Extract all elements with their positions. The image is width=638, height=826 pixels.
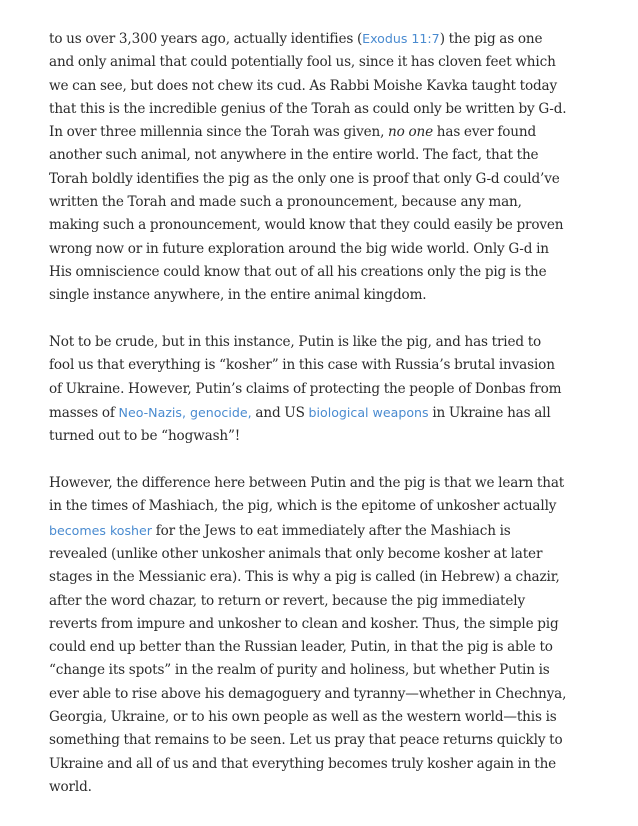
emphasis-text: no one xyxy=(388,124,433,141)
exodus-11-7-link[interactable]: Exodus 11:7 xyxy=(362,31,440,46)
biological-weapons-link[interactable]: biological weapons xyxy=(308,404,429,420)
paragraph-text: However, the difference here between Putin and the pig is that we learn that in the times of Mashiach, the pig, which is the epitome of unkosher actually xyxy=(49,475,565,515)
paragraph-text: and US xyxy=(251,404,309,421)
paragraph-pig-identification xyxy=(49,27,569,308)
paragraph-mashiach-difference xyxy=(49,472,569,799)
becomes-kosher-link[interactable]: becomes kosher xyxy=(49,522,152,538)
paragraph-text: to us over 3,300 years ago, actually identifies ( xyxy=(49,31,363,47)
paragraph-text: in Ukraine has all turned out to be “hogwash”! xyxy=(49,404,551,445)
paragraph-text: has ever found another such animal, not anywhere in the entire world. The fact, that the Torah boldly identifies the pig as the only one is proof that only G-d could’ve written the Torah and made such a pronouncement, because any man, making such a pronouncement, would know that they could easily be proven wrong now or in future exploration around the big wide world. Only G-d in His omniscience could know that out of all his creations only the pig is the single instance anywhere, in the entire animal kingdom. xyxy=(49,124,564,304)
article-body xyxy=(49,27,569,799)
paragraph-putin-like-pig xyxy=(49,331,569,448)
paragraph-text: for the Jews to eat immediately after the Mashiach is revealed (unlike other unkosher animals that only become kosher at later stages in the Messianic era). This is why a pig is called (in Hebrew) a chazir, after the word chazar, to return or revert, because the pig immediately reverts from impure and unkosher to clean and kosher. Thus, the simple pig could end up better than the Russian leader, Putin, in that the pig is able to “change its spots” in the realm of purity and holiness, but whether Putin is ever able to rise above his demagoguery and tyranny—whether in Chechnya, Georgia, Ukraine, or to his own people as well as the western world—this is something that remains to be seen. Let us pray that peace returns quickly to Ukraine and all of us and that everything becomes truly kosher again in the world. xyxy=(49,522,567,795)
paragraph-text: Not to be crude, but in this instance, Putin is like the pig, and has tried to fool us that everything is “kosher” in this case with Russia’s brutal invasion of Ukraine. However, Putin’s claims of protecting the people of Donbas from masses of xyxy=(49,334,562,421)
neo-nazis-genocide-link[interactable]: Neo-Nazis, genocide, xyxy=(118,404,252,420)
paragraph-text: ) the pig as one and only animal that could potentially fool us, since it has cloven feet which we can see, but does not chew its cud. As Rabbi Moishe Kavka taught today that this is the incredible genius of the Torah as could only be written by G-d. In over three millennia since the Torah was given, xyxy=(49,31,567,141)
